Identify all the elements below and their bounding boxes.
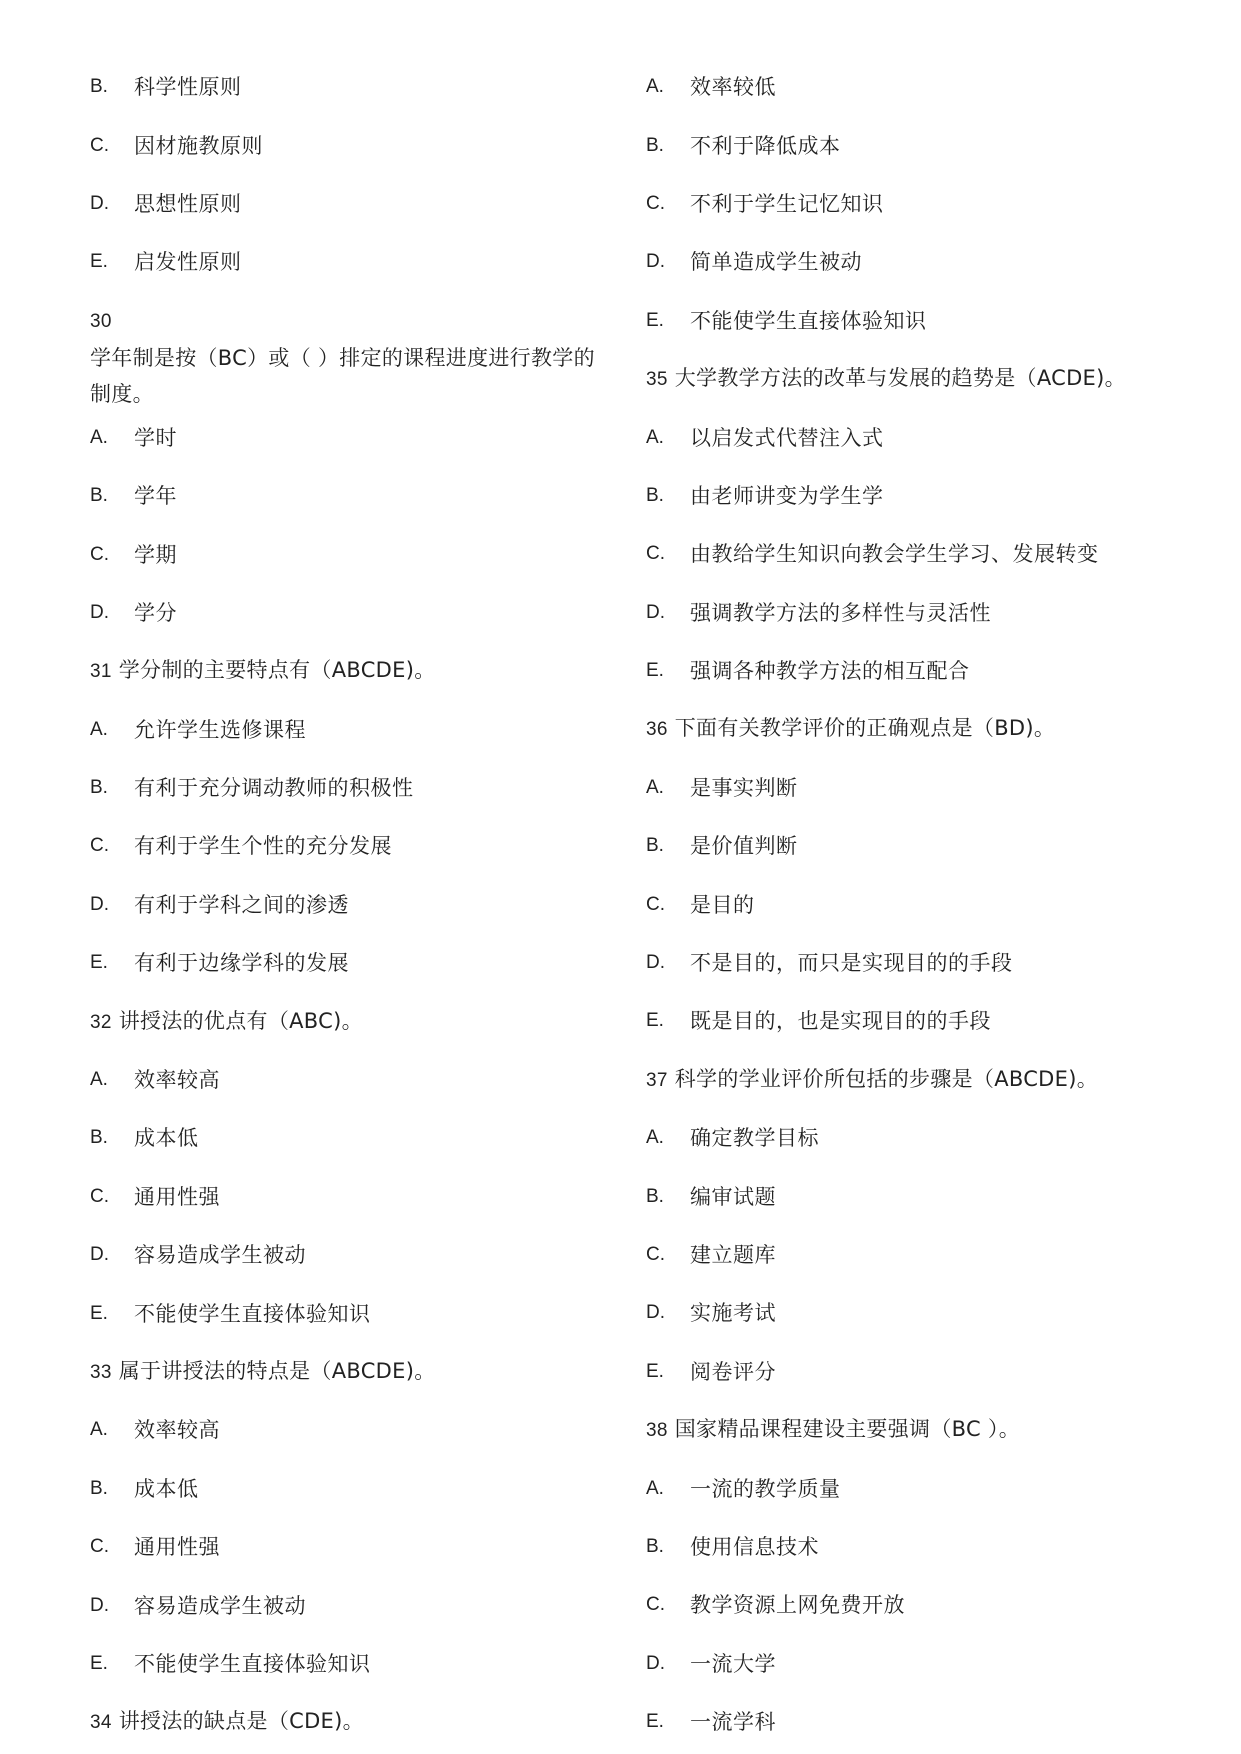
option-text: 是事实判断 <box>690 775 798 800</box>
option-text: 有利于学生个性的充分发展 <box>134 834 392 859</box>
option-item <box>646 233 1166 291</box>
question-text: 科学的学业评价所包括的步骤是（ABCDE)。 <box>674 1066 1099 1091</box>
question-text: 学年制是按（BC）或（ ）排定的课程进度进行教学的制度。 <box>90 345 595 406</box>
question-number: 35 <box>646 369 668 391</box>
option-text: 不能使学生直接体验知识 <box>690 308 927 333</box>
option-text: 简单造成学生被动 <box>690 250 862 275</box>
option-letter: C. <box>646 893 665 915</box>
option-text: 不是目的，而只是实现目的的手段 <box>690 951 1013 976</box>
option-text: 确定教学目标 <box>690 1126 819 1151</box>
question-number: 37 <box>646 1069 668 1091</box>
option-text: 效率较低 <box>690 75 776 100</box>
option-item <box>90 409 610 467</box>
option-text: 教学资源上网免费开放 <box>690 1593 905 1618</box>
option-letter: D. <box>90 601 109 623</box>
option-text: 建立题库 <box>690 1243 776 1267</box>
option-text: 不利于学生记忆知识 <box>690 191 884 216</box>
option-item <box>90 701 610 759</box>
option-item <box>90 1226 610 1284</box>
option-letter: D. <box>90 893 109 915</box>
question-text: 讲授法的缺点是（CDE)。 <box>118 1709 364 1734</box>
question-31 <box>90 642 610 700</box>
option-item <box>90 934 610 992</box>
option-text: 科学性原则 <box>134 75 242 100</box>
question-text: 讲授法的优点有（ABC)。 <box>118 1008 363 1033</box>
option-letter: A. <box>646 776 664 798</box>
option-letter: D. <box>646 1302 665 1324</box>
option-letter: E. <box>646 660 664 682</box>
option-letter: E. <box>646 1711 664 1733</box>
option-text: 由教给学生知识向教会学生学习、发展转变 <box>690 542 1099 567</box>
option-letter: B. <box>90 485 108 507</box>
option-letter: B. <box>90 1477 108 1499</box>
option-text: 学期 <box>134 542 177 567</box>
option-letter: E. <box>90 952 108 974</box>
option-item <box>90 467 610 525</box>
option-item <box>646 817 1166 875</box>
option-item <box>646 525 1166 583</box>
option-item <box>90 876 610 934</box>
option-letter: B. <box>646 835 664 857</box>
left-column <box>90 58 610 1752</box>
option-item <box>90 1401 610 1459</box>
question-32 <box>90 992 610 1050</box>
option-letter: B. <box>646 1535 664 1557</box>
option-item <box>90 1518 610 1576</box>
option-item <box>90 584 610 642</box>
option-text: 容易造成学生被动 <box>134 1593 306 1618</box>
option-letter: E. <box>646 1010 664 1032</box>
option-letter: B. <box>646 134 664 156</box>
question-number: 36 <box>646 719 668 741</box>
option-letter: D. <box>646 1652 665 1674</box>
question-number: 30 <box>90 310 112 332</box>
option-letter: E. <box>90 1302 108 1324</box>
option-item <box>646 408 1166 466</box>
question-text: 下面有关教学评价的正确观点是（BD)。 <box>674 716 1056 741</box>
option-item <box>646 1167 1166 1225</box>
option-text: 成本低 <box>134 1476 199 1501</box>
option-letter: A. <box>90 1419 108 1441</box>
option-letter: A. <box>90 718 108 740</box>
option-text: 因材施教原则 <box>134 133 263 158</box>
question-number: 31 <box>90 661 112 683</box>
question-number: 32 <box>90 1011 112 1033</box>
question-number: 38 <box>646 1420 668 1442</box>
option-text: 强调各种教学方法的相互配合 <box>690 659 970 684</box>
option-letter: B. <box>90 777 108 799</box>
option-item <box>646 467 1166 525</box>
option-text: 效率较高 <box>134 1418 220 1443</box>
option-item <box>90 116 610 174</box>
option-text: 思想性原则 <box>134 191 242 216</box>
option-letter: A. <box>90 1069 108 1091</box>
option-text: 学年 <box>134 484 177 509</box>
option-letter: D. <box>646 952 665 974</box>
question-text: 国家精品课程建设主要强调（BC ）。 <box>674 1417 1020 1442</box>
option-text: 一流学科 <box>690 1710 776 1735</box>
option-item <box>90 233 610 291</box>
option-letter: C. <box>90 134 109 156</box>
option-item <box>646 1459 1166 1517</box>
option-text: 成本低 <box>134 1126 199 1151</box>
option-item <box>646 1635 1166 1693</box>
option-letter: C. <box>646 192 665 214</box>
option-text: 一流的教学质量 <box>690 1476 841 1501</box>
option-item <box>646 759 1166 817</box>
option-text: 实施考试 <box>690 1301 776 1326</box>
question-34 <box>90 1693 610 1751</box>
option-letter: C. <box>646 1594 665 1616</box>
option-text: 有利于边缘学科的发展 <box>134 951 349 976</box>
option-text: 是价值判断 <box>690 834 798 859</box>
option-letter: B. <box>90 1127 108 1149</box>
question-36 <box>646 700 1166 758</box>
option-item <box>90 1051 610 1109</box>
option-text: 学分 <box>134 600 177 625</box>
option-text: 不能使学生直接体验知识 <box>134 1651 371 1676</box>
option-text: 允许学生选修课程 <box>134 717 306 742</box>
option-letter: D. <box>646 251 665 273</box>
option-item <box>646 934 1166 992</box>
option-letter: D. <box>646 601 665 623</box>
option-item <box>90 759 610 817</box>
question-text: 属于讲授法的特点是（ABCDE)。 <box>118 1359 436 1383</box>
option-item <box>646 1518 1166 1576</box>
option-text: 通用性强 <box>134 1535 220 1560</box>
option-text: 效率较高 <box>134 1068 220 1093</box>
option-item <box>646 58 1166 116</box>
option-item <box>90 1576 610 1634</box>
option-item <box>90 1284 610 1342</box>
option-item <box>90 525 610 583</box>
option-text: 以启发式代替注入式 <box>690 425 884 450</box>
option-letter: C. <box>90 1536 109 1558</box>
option-letter: B. <box>646 484 664 506</box>
option-letter: A. <box>646 1127 664 1149</box>
option-letter: D. <box>90 1244 109 1266</box>
option-text: 一流大学 <box>690 1651 776 1676</box>
option-item <box>646 292 1166 350</box>
option-letter: A. <box>90 426 108 448</box>
option-item <box>646 175 1166 233</box>
option-letter: B. <box>90 76 108 98</box>
question-35 <box>646 350 1166 408</box>
option-letter: C. <box>90 1185 109 1207</box>
question-33 <box>90 1343 610 1401</box>
option-item <box>646 642 1166 700</box>
option-letter: C. <box>646 543 665 565</box>
option-letter: E. <box>646 309 664 331</box>
question-text: 大学教学方法的改革与发展的趋势是（ACDE)。 <box>674 366 1126 391</box>
option-text: 既是目的，也是实现目的的手段 <box>690 1009 991 1034</box>
option-text: 由老师讲变为学生学 <box>690 483 884 508</box>
option-item <box>90 1109 610 1167</box>
option-text: 阅卷评分 <box>690 1359 776 1384</box>
question-text: 学分制的主要特点有（ABCDE)。 <box>118 658 436 683</box>
option-item <box>646 1226 1166 1284</box>
option-letter: A. <box>646 1477 664 1499</box>
question-37 <box>646 1051 1166 1109</box>
option-text: 编审试题 <box>690 1184 776 1209</box>
question-number: 33 <box>90 1362 112 1383</box>
option-text: 启发性原则 <box>134 250 242 275</box>
option-text: 强调教学方法的多样性与灵活性 <box>690 600 991 625</box>
option-letter: D. <box>90 1594 109 1616</box>
option-text: 学时 <box>134 425 177 450</box>
option-item <box>646 584 1166 642</box>
option-text: 不利于降低成本 <box>690 133 841 158</box>
option-text: 不能使学生直接体验知识 <box>134 1301 371 1326</box>
option-letter: D. <box>90 192 109 214</box>
option-letter: C. <box>646 1244 665 1265</box>
option-item <box>646 992 1166 1050</box>
question-30 <box>90 292 610 409</box>
option-item <box>90 817 610 875</box>
option-item <box>90 58 610 116</box>
option-item <box>646 875 1166 933</box>
option-item <box>646 1576 1166 1634</box>
option-letter: A. <box>646 76 664 98</box>
option-text: 有利于充分调动教师的积极性 <box>134 776 414 801</box>
question-number: 34 <box>90 1712 112 1734</box>
option-item <box>646 1693 1166 1751</box>
option-letter: C. <box>90 835 109 857</box>
option-text: 是目的 <box>690 892 755 917</box>
option-item <box>90 175 610 233</box>
option-letter: E. <box>90 251 108 273</box>
option-text: 使用信息技术 <box>690 1534 819 1559</box>
question-38 <box>646 1401 1166 1459</box>
option-text: 有利于学科之间的渗透 <box>134 892 349 917</box>
right-column <box>646 58 1166 1751</box>
option-item <box>646 1109 1166 1167</box>
option-letter: A. <box>646 426 664 448</box>
option-letter: E. <box>90 1652 108 1674</box>
option-item <box>646 1343 1166 1401</box>
option-item <box>90 1460 610 1518</box>
option-item <box>646 116 1166 174</box>
option-text: 容易造成学生被动 <box>134 1243 306 1268</box>
option-letter: E. <box>646 1360 664 1382</box>
option-item <box>90 1635 610 1693</box>
option-letter: C. <box>90 543 109 565</box>
option-letter: B. <box>646 1185 664 1207</box>
option-item <box>646 1284 1166 1342</box>
option-text: 通用性强 <box>134 1184 220 1209</box>
option-item <box>90 1168 610 1226</box>
